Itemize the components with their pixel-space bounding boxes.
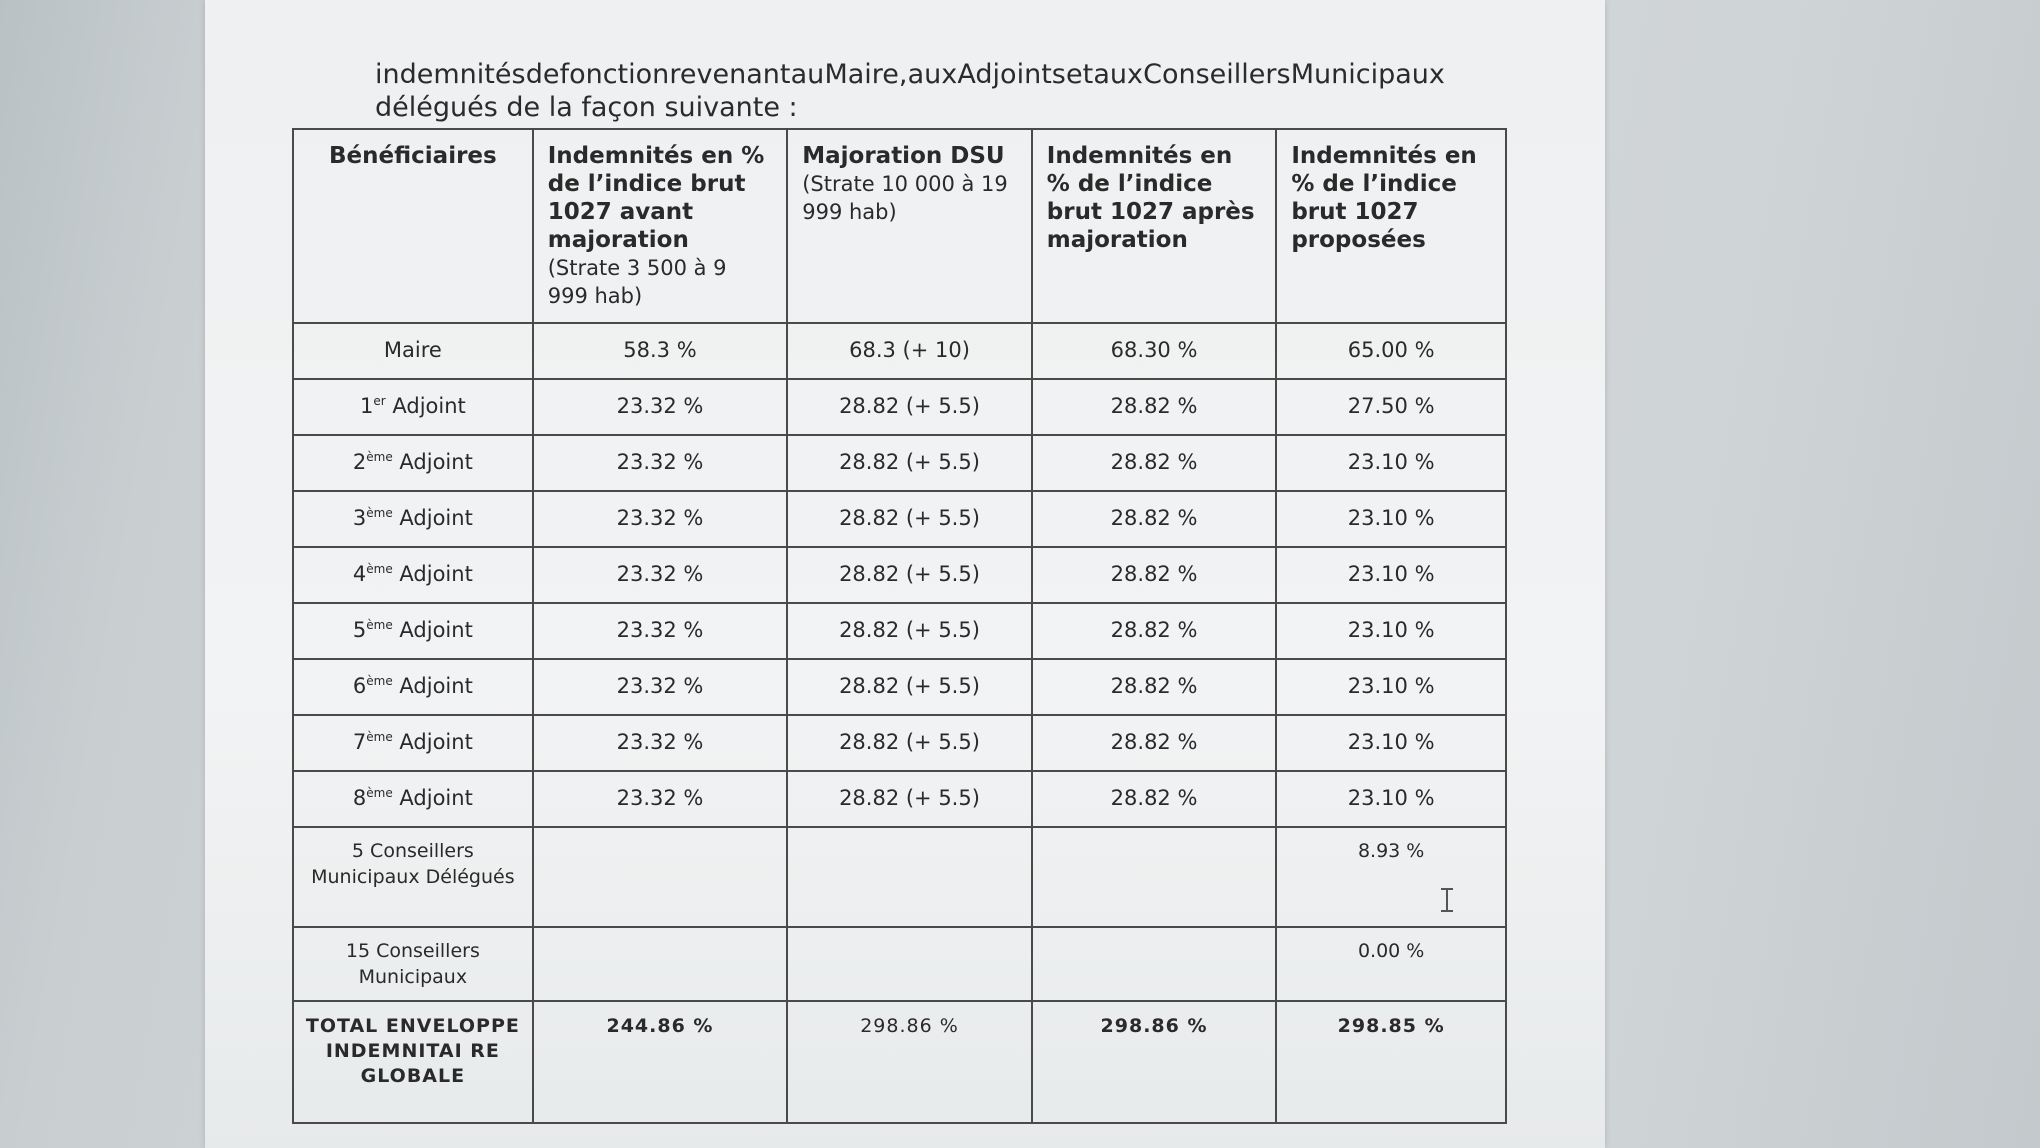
intro-word: aux <box>907 59 958 90</box>
table-row-conseillers <box>293 927 1506 1001</box>
table-row <box>293 715 1506 771</box>
table-row <box>293 323 1506 379</box>
header-beneficiaires: Bénéficiaires <box>293 129 533 323</box>
beneficiary-cell: 8ème Adjoint <box>293 771 533 827</box>
dsu-cell: 28.82 (+ 5.5) <box>787 379 1032 435</box>
apres-cell: 28.82 % <box>1032 715 1277 771</box>
proposees-cell: 23.10 % <box>1276 715 1506 771</box>
intro-word: Adjoints <box>957 59 1066 90</box>
beneficiary-cell: 4ème Adjoint <box>293 547 533 603</box>
avant-cell: 23.32 % <box>533 715 788 771</box>
apres-cell: 68.30 % <box>1032 323 1277 379</box>
dsu-cell: 28.82 (+ 5.5) <box>787 715 1032 771</box>
table-row <box>293 491 1506 547</box>
intro-word: Conseillers <box>1143 59 1291 90</box>
proposees-cell: 23.10 % <box>1276 547 1506 603</box>
apres-cell: 28.82 % <box>1032 379 1277 435</box>
intro-paragraph <box>375 58 1445 124</box>
beneficiary-cell: 3ème Adjoint <box>293 491 533 547</box>
beneficiary-cell: 6ème Adjoint <box>293 659 533 715</box>
intro-word: aux <box>1093 59 1143 90</box>
header-proposees: Indemnités en % de l’indice brut 1027 proposées <box>1276 129 1506 323</box>
dsu-cell: 28.82 (+ 5.5) <box>787 659 1032 715</box>
proposees-cell: 27.50 % <box>1276 379 1506 435</box>
intro-word: au <box>790 59 825 90</box>
dsu-cell: 28.82 (+ 5.5) <box>787 603 1032 659</box>
apres-cell: 28.82 % <box>1032 547 1277 603</box>
avant-cell: 23.32 % <box>533 771 788 827</box>
table-header-row <box>293 129 1506 323</box>
proposees-cell: 23.10 % <box>1276 771 1506 827</box>
intro-word: revenant <box>669 59 791 90</box>
empty-cell <box>533 927 788 1001</box>
proposees-cell: 23.10 % <box>1276 435 1506 491</box>
proposees-cell: 8.93 % <box>1276 827 1506 927</box>
table-row-conseillers-delegues <box>293 827 1506 927</box>
table-row-total <box>293 1001 1506 1123</box>
total-proposees-cell: 298.85 % <box>1276 1001 1506 1123</box>
header-avant-majoration: Indemnités en % de l’indice brut 1027 avant majoration (Strate 3 500 à 9 999 hab) <box>533 129 788 323</box>
apres-cell: 28.82 % <box>1032 435 1277 491</box>
total-apres-cell: 298.86 % <box>1032 1001 1277 1123</box>
dsu-cell: 28.82 (+ 5.5) <box>787 771 1032 827</box>
beneficiary-cell: 5 Conseillers Municipaux Délégués <box>293 827 533 927</box>
beneficiary-cell: 7ème Adjoint <box>293 715 533 771</box>
table-row <box>293 659 1506 715</box>
apres-cell: 28.82 % <box>1032 603 1277 659</box>
intro-line-1 <box>375 58 1445 91</box>
table-row <box>293 379 1506 435</box>
table-row <box>293 435 1506 491</box>
indemnities-table <box>292 128 1507 1124</box>
empty-cell <box>1032 927 1277 1001</box>
total-label-cell: TOTAL ENVELOPPE INDEMNITAI RE GLOBALE <box>293 1001 533 1123</box>
proposees-cell: 0.00 % <box>1276 927 1506 1001</box>
empty-cell <box>1032 827 1277 927</box>
dsu-cell: 28.82 (+ 5.5) <box>787 435 1032 491</box>
beneficiary-cell: Maire <box>293 323 533 379</box>
intro-word: de <box>525 59 560 90</box>
beneficiary-cell: 2ème Adjoint <box>293 435 533 491</box>
empty-cell <box>533 827 788 927</box>
proposees-cell: 23.10 % <box>1276 659 1506 715</box>
intro-word: Maire, <box>824 59 908 90</box>
dsu-cell: 68.3 (+ 10) <box>787 323 1032 379</box>
table-row <box>293 603 1506 659</box>
empty-cell <box>787 827 1032 927</box>
apres-cell: 28.82 % <box>1032 659 1277 715</box>
header-majoration-dsu: Majoration DSU (Strate 10 000 à 19 999 hab) <box>787 129 1032 323</box>
proposees-cell: 23.10 % <box>1276 491 1506 547</box>
avant-cell: 23.32 % <box>533 435 788 491</box>
avant-cell: 23.32 % <box>533 659 788 715</box>
header-apres-majoration: Indemnités en % de l’indice brut 1027 après majoration <box>1032 129 1277 323</box>
intro-word: indemnités <box>375 59 526 90</box>
dsu-cell: 28.82 (+ 5.5) <box>787 491 1032 547</box>
intro-word: Municipaux <box>1290 59 1445 90</box>
empty-cell <box>787 927 1032 1001</box>
avant-cell: 23.32 % <box>533 379 788 435</box>
dsu-cell: 28.82 (+ 5.5) <box>787 547 1032 603</box>
avant-cell: 23.32 % <box>533 547 788 603</box>
apres-cell: 28.82 % <box>1032 771 1277 827</box>
intro-word: fonction <box>559 59 670 90</box>
total-dsu-cell: 298.86 % <box>787 1001 1032 1123</box>
apres-cell: 28.82 % <box>1032 491 1277 547</box>
proposees-cell: 65.00 % <box>1276 323 1506 379</box>
total-avant-cell: 244.86 % <box>533 1001 788 1123</box>
beneficiary-cell: 15 Conseillers Municipaux <box>293 927 533 1001</box>
beneficiary-cell: 1er Adjoint <box>293 379 533 435</box>
beneficiary-cell: 5ème Adjoint <box>293 603 533 659</box>
table-row <box>293 771 1506 827</box>
table-row <box>293 547 1506 603</box>
proposees-cell: 23.10 % <box>1276 603 1506 659</box>
avant-cell: 23.32 % <box>533 603 788 659</box>
avant-cell: 58.3 % <box>533 323 788 379</box>
intro-word: et <box>1065 59 1094 90</box>
text-cursor-icon <box>1446 888 1448 912</box>
avant-cell: 23.32 % <box>533 491 788 547</box>
intro-line-2: délégués de la façon suivante : <box>375 92 798 123</box>
